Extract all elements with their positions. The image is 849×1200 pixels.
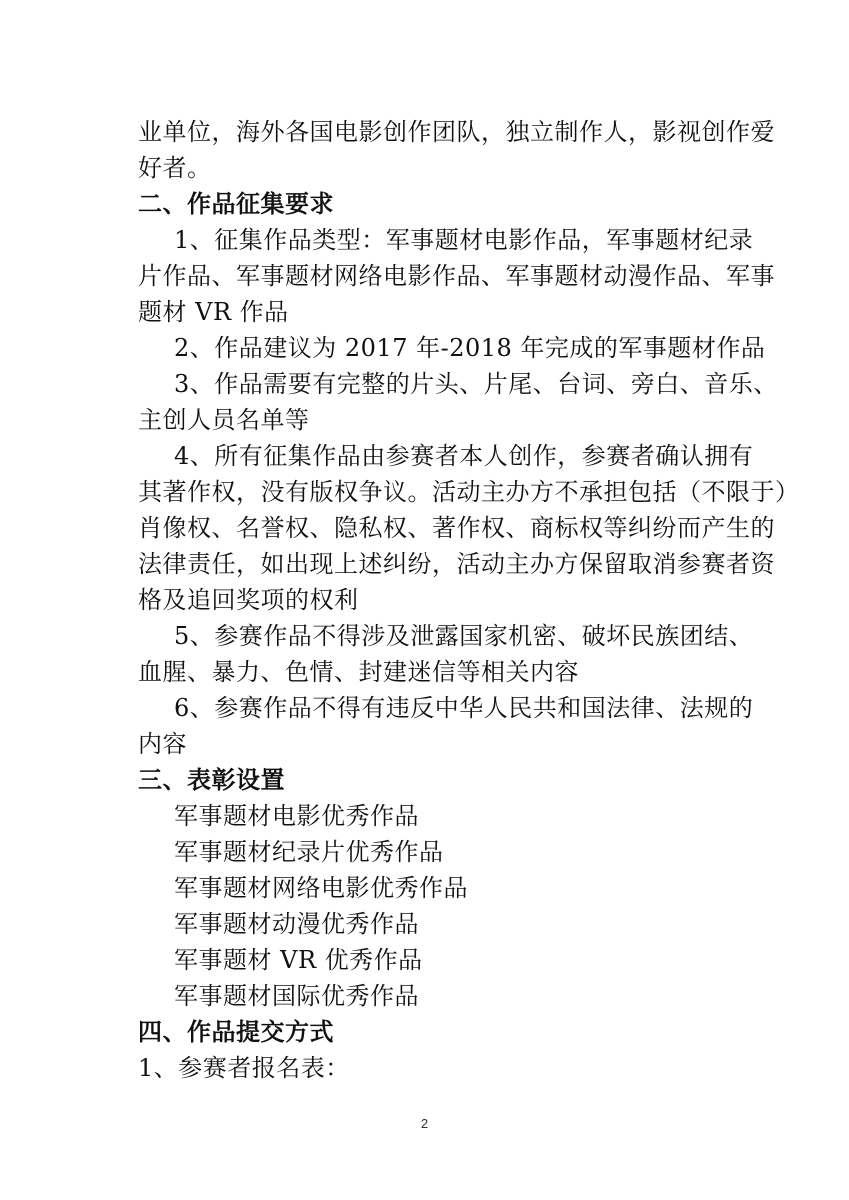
award-item: 军事题材网络电影优秀作品 (174, 874, 468, 902)
award-item: 军事题材纪录片优秀作品 (174, 838, 444, 866)
text-line: 主创人员名单等 (138, 406, 310, 434)
award-item: 军事题材国际优秀作品 (174, 982, 419, 1010)
text-line: 4、所有征集作品由参赛者本人创作，参赛者确认拥有 (174, 442, 754, 470)
section-heading: 二、作品征集要求 (138, 190, 334, 218)
text-line: 其著作权，没有版权争议。活动主办方不承担包括（不限于） (138, 478, 800, 506)
award-item: 军事题材动漫优秀作品 (174, 910, 419, 938)
text-line: 好者。 (138, 154, 212, 182)
text-line: 血腥、暴力、色情、封建迷信等相关内容 (138, 658, 579, 686)
text-line: 题材 VR 作品 (138, 298, 289, 326)
page-number: 2 (420, 1116, 429, 1131)
award-item: 军事题材电影优秀作品 (174, 802, 419, 830)
text-line: 格及追回奖项的权利 (138, 586, 359, 614)
text-line: 法律责任，如出现上述纠纷，活动主办方保留取消参赛者资 (138, 550, 775, 578)
text-line: 2、作品建议为 2017 年-2018 年完成的军事题材作品 (174, 334, 766, 362)
text-line: 5、参赛作品不得涉及泄露国家机密、破坏民族团结、 (174, 622, 754, 650)
text-line: 1、征集作品类型：军事题材电影作品，军事题材纪录 (174, 226, 754, 254)
text-line: 3、作品需要有完整的片头、片尾、台词、旁白、音乐、 (174, 370, 778, 398)
text-line: 片作品、军事题材网络电影作品、军事题材动漫作品、军事 (138, 262, 775, 290)
text-line: 肖像权、名誉权、隐私权、著作权、商标权等纠纷而产生的 (138, 514, 775, 542)
text-line: 业单位，海外各国电影创作团队，独立制作人，影视创作爱 (138, 118, 775, 146)
text-line: 内容 (138, 730, 187, 758)
text-line: 1、参赛者报名表： (138, 1054, 350, 1082)
section-heading: 三、表彰设置 (138, 766, 285, 794)
section-heading: 四、作品提交方式 (138, 1018, 334, 1046)
text-line: 6、参赛作品不得有违反中华人民共和国法律、法规的 (174, 694, 754, 722)
award-item: 军事题材 VR 优秀作品 (174, 946, 423, 974)
